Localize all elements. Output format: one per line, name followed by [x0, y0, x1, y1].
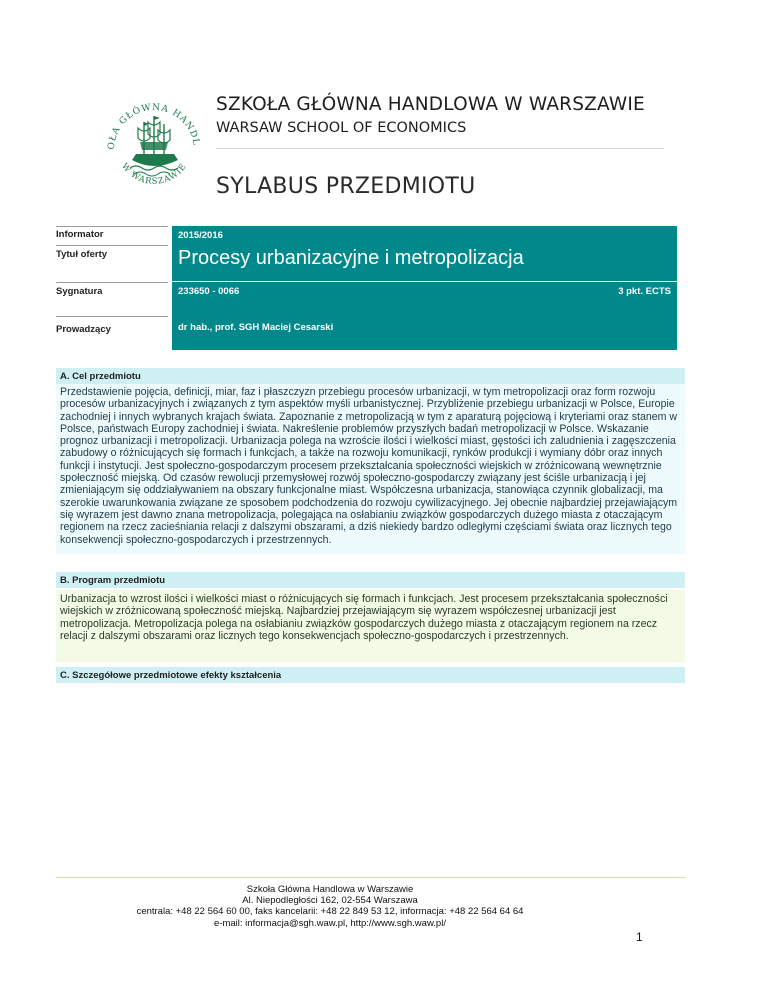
- section-b-body: Urbanizacja to wzrost ilości i wielkości miast o różnicujących się formach i funkcjach. Jest procesem przekształcania społeczności wiejskich w zróżnicowaną społeczność miejską. Najbardziej przejawiającym się wyrazem współczesnej urbanizacji jest metropolizacja. Metropolizacja polega na osłabianiu związków gospodarczych dużego miasta z otaczającym regionem na rzecz relacji z dalszymi obszarami oraz licznych tego konsekwencjach społeczno-gospodarczych i przestrzennych.: [56, 590, 685, 662]
- informator-value: 2015/2016: [172, 226, 677, 245]
- footer-address: [56, 884, 604, 929]
- footer-divider: [56, 877, 685, 878]
- university-name: SZKOŁA GŁÓWNA HANDLOWA W WARSZAWIE: [216, 94, 645, 115]
- offer-title-value: Procesy urbanizacyjne i metropolizacja: [172, 245, 677, 281]
- section-c-heading: C. Szczegółowe przedmiotowe efekty kształcenia: [56, 667, 685, 683]
- row-divider: [56, 316, 168, 317]
- svg-text:SZKOŁA GŁÓWNA HANDLOWA: OŁA GŁÓWNA HANDL: [106, 102, 201, 151]
- lecturer-label: Prowadzący: [56, 324, 111, 335]
- informator-label: Informator: [56, 229, 104, 240]
- ects-points: 3 pkt. ECTS: [618, 286, 671, 297]
- info-row-informator: [56, 226, 677, 245]
- row-divider: [56, 226, 168, 227]
- footer-line-2: Al. Niepodległości 162, 02-554 Warszawa: [242, 895, 418, 907]
- section-a-body: Przedstawienie pojęcia, definicji, miar, faz i płaszczyzn przebiegu procesów urbanizacji, w tym metropolizacji oraz form rozwoju procesów urbanizacyjnych i związanych z tym aspektów myśli urbanistycznej. Przybliżenie przebiegu urbanizacji w Polsce, Europie zachodniej i innych wybranych krajach świata. Zapoznanie z metropolizacją w tym z aparaturą pojęciową i kryteriami oraz stanem w Polsce, państwach Europy zachodniej i świata. Nakreślenie problemów przyszłych badań metropolizacji w Polsce. Wskazanie prognoz urbanizacji i metropolizacji. Urbanizacja polega na wzroście ilości i wielkości miast, gęstości ich zaludnienia i zagęszczenia zabudowy o różnicujących się formach i funkcjach, a także na rozwoju komunikacji, rynków produkcji i wymiany dóbr oraz innych funkcji i instytucji. Jest społeczno-gospodarczym procesem przekształcania społeczności wiejskich w zróżnicowaną wewnętrznie społeczność miejską. Od czasów rewolucji przemysłowej rozwój społeczno-gospodarczy związany jest ściśle urbanizacją i jej zmieniającym się oddziaływaniem na obszary funkcjonalne miast. Współczesna urbanizacja, stanowiąca czynnik globalizacji, ma szerokie uwarunkowania związane ze sposobem podchodzenia do rozwoju cywilizacyjnego. Jej obecnie najbardziej przejawiającym się wyrazem jest dawno znana metropolizacja, polegająca na osłabianiu związków gospodarczych dużego miasta z otaczającym regionem na rzecz zacieśniania relacji z dalszymi obszarami, a dziś niekiedy bardzo odległymi częściami świata oraz licznych tego konsekwencji społeczno-gospodarczych i przestrzennych.: [56, 384, 685, 554]
- footer-line-1: Szkoła Główna Handlowa w Warszawie: [246, 884, 414, 895]
- info-row-lecturer: [56, 316, 677, 350]
- sgh-seal-icon: [96, 88, 212, 204]
- sgh-logo: [96, 88, 212, 204]
- info-row-offer-title: [56, 245, 677, 281]
- footer-line-4: e-mail: informacja@sgh.waw.pl, http://www.sgh.waw.pl/: [214, 917, 446, 929]
- footer-line-3: centrala: +48 22 564 60 00, faks kancelarii: +48 22 849 53 12, informacja: +48 22 564 64 64: [136, 906, 524, 918]
- signature-label: Sygnatura: [56, 286, 103, 297]
- row-divider: [56, 245, 168, 246]
- offer-title-label: Tytuł oferty: [56, 249, 108, 260]
- document-type-title: SYLABUS PRZEDMIOTU: [216, 174, 476, 199]
- svg-text:W WARSZAWIE: W WARSZAWIE: [119, 161, 189, 187]
- row-divider: [56, 282, 168, 283]
- header-divider: [216, 148, 664, 149]
- university-name-en: WARSAW SCHOOL OF ECONOMICS: [216, 120, 467, 136]
- signature-value-box: [172, 282, 677, 316]
- info-row-signature: [56, 282, 677, 316]
- lecturer-value: dr hab., prof. SGH Maciej Cesarski: [172, 316, 677, 350]
- signature-value: 233650 - 0066: [178, 286, 240, 297]
- section-a-heading: A. Cel przedmiotu: [56, 368, 685, 384]
- section-b-heading: B. Program przedmiotu: [56, 572, 685, 588]
- page-number: 1: [636, 930, 643, 944]
